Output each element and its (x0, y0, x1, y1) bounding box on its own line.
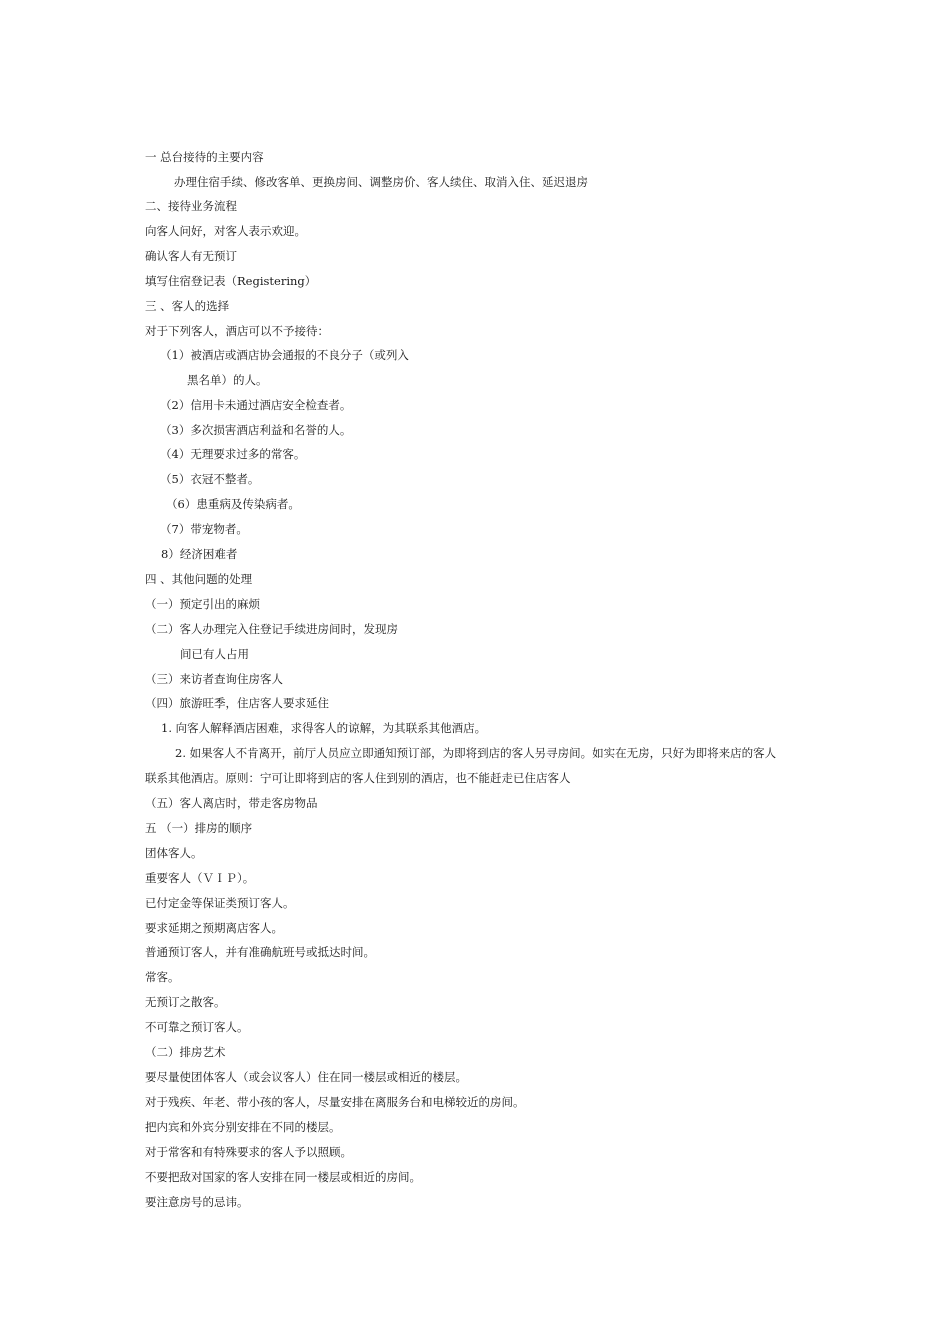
sub-heading: （三）来访者查询住房客人 (145, 672, 283, 686)
sub-heading: （五）客人离店时，带走客房物品 (145, 796, 318, 810)
paragraph-line: 对于下列客人，酒店可以不予接待： (145, 324, 329, 338)
paragraph-line: 要注意房号的忌讳。 (145, 1195, 249, 1209)
list-item: （6）患重病及传染病者。 (166, 497, 300, 511)
heading-section-4: 四 、其他问题的处理 (145, 572, 253, 586)
sub-heading: （二）客人办理完入住登记手续进房间时，发现房 (145, 622, 398, 636)
paragraph-line: 无预订之散客。 (145, 995, 226, 1009)
paragraph-line: 填写住宿登记表（Registering） (145, 274, 317, 288)
list-item: （2）信用卡未通过酒店安全检查者。 (160, 398, 352, 412)
paragraph-line: 对于常客和有特殊要求的客人予以照顾。 (145, 1145, 352, 1159)
paragraph-line: 不要把敌对国家的客人安排在同一楼层或相近的房间。 (145, 1170, 421, 1184)
paragraph-line: 重要客人（ＶＩＰ）。 (145, 871, 255, 885)
list-item: （4）无理要求过多的常客。 (160, 447, 306, 461)
sub-heading: （四）旅游旺季，住店客人要求延住 (145, 696, 329, 710)
list-item: （7）带宠物者。 (160, 522, 248, 536)
numbered-item: 2. 如果客人不肯离开，前厅人员应立即通知预订部，为即将到店的客人另寻房间。如实在无房，只好为即将来店的客人 (175, 746, 777, 760)
paragraph-line: 要尽量使团体客人（或会议客人）住在同一楼层或相近的楼层。 (145, 1070, 467, 1084)
list-item-continuation: 黑名单）的人。 (187, 373, 268, 387)
list-item: 8）经济困难者 (161, 547, 238, 561)
sub-heading: （二）排房艺术 (145, 1045, 226, 1059)
numbered-item: 1. 向客人解释酒店困难，求得客人的谅解，为其联系其他酒店。 (161, 721, 487, 735)
paragraph-line: 确认客人有无预订 (145, 249, 237, 263)
paragraph-line: 要求延期之预期离店客人。 (145, 921, 283, 935)
paragraph-line: 向客人问好，对客人表示欢迎。 (145, 224, 306, 238)
paragraph-line: 已付定金等保证类预订客人。 (145, 896, 295, 910)
paragraph-line: 普通预订客人，并有准确航班号或抵达时间。 (145, 945, 375, 959)
paragraph-line: 常客。 (145, 970, 180, 984)
paragraph-line: 不可靠之预订客人。 (145, 1020, 249, 1034)
list-item: （1）被酒店或酒店协会通报的不良分子（或列入 (160, 348, 409, 362)
heading-section-5: 五 （一）排房的顺序 (145, 821, 253, 835)
heading-section-1: 一 总台接待的主要内容 (145, 150, 264, 164)
paragraph-line: 团体客人。 (145, 846, 203, 860)
sub-heading-continuation: 间已有人占用 (180, 647, 249, 661)
heading-section-3: 三 、客人的选择 (145, 299, 230, 313)
heading-section-2: 二、接待业务流程 (145, 199, 237, 213)
paragraph-line: 对于残疾、年老、带小孩的客人，尽量安排在离服务台和电梯较近的房间。 (145, 1095, 525, 1109)
paragraph-line: 把内宾和外宾分别安排在不同的楼层。 (145, 1120, 341, 1134)
sub-heading: （一）预定引出的麻烦 (145, 597, 260, 611)
numbered-item-continuation: 联系其他酒店。原则：宁可让即将到店的客人住到别的酒店，也不能赶走已住店客人 (145, 771, 571, 785)
list-item: （3）多次损害酒店利益和名誉的人。 (160, 423, 352, 437)
paragraph-line: 办理住宿手续、修改客单、更换房间、调整房价、客人续住、取消入住、延迟退房 (174, 175, 588, 189)
list-item: （5）衣冠不整者。 (160, 472, 260, 486)
